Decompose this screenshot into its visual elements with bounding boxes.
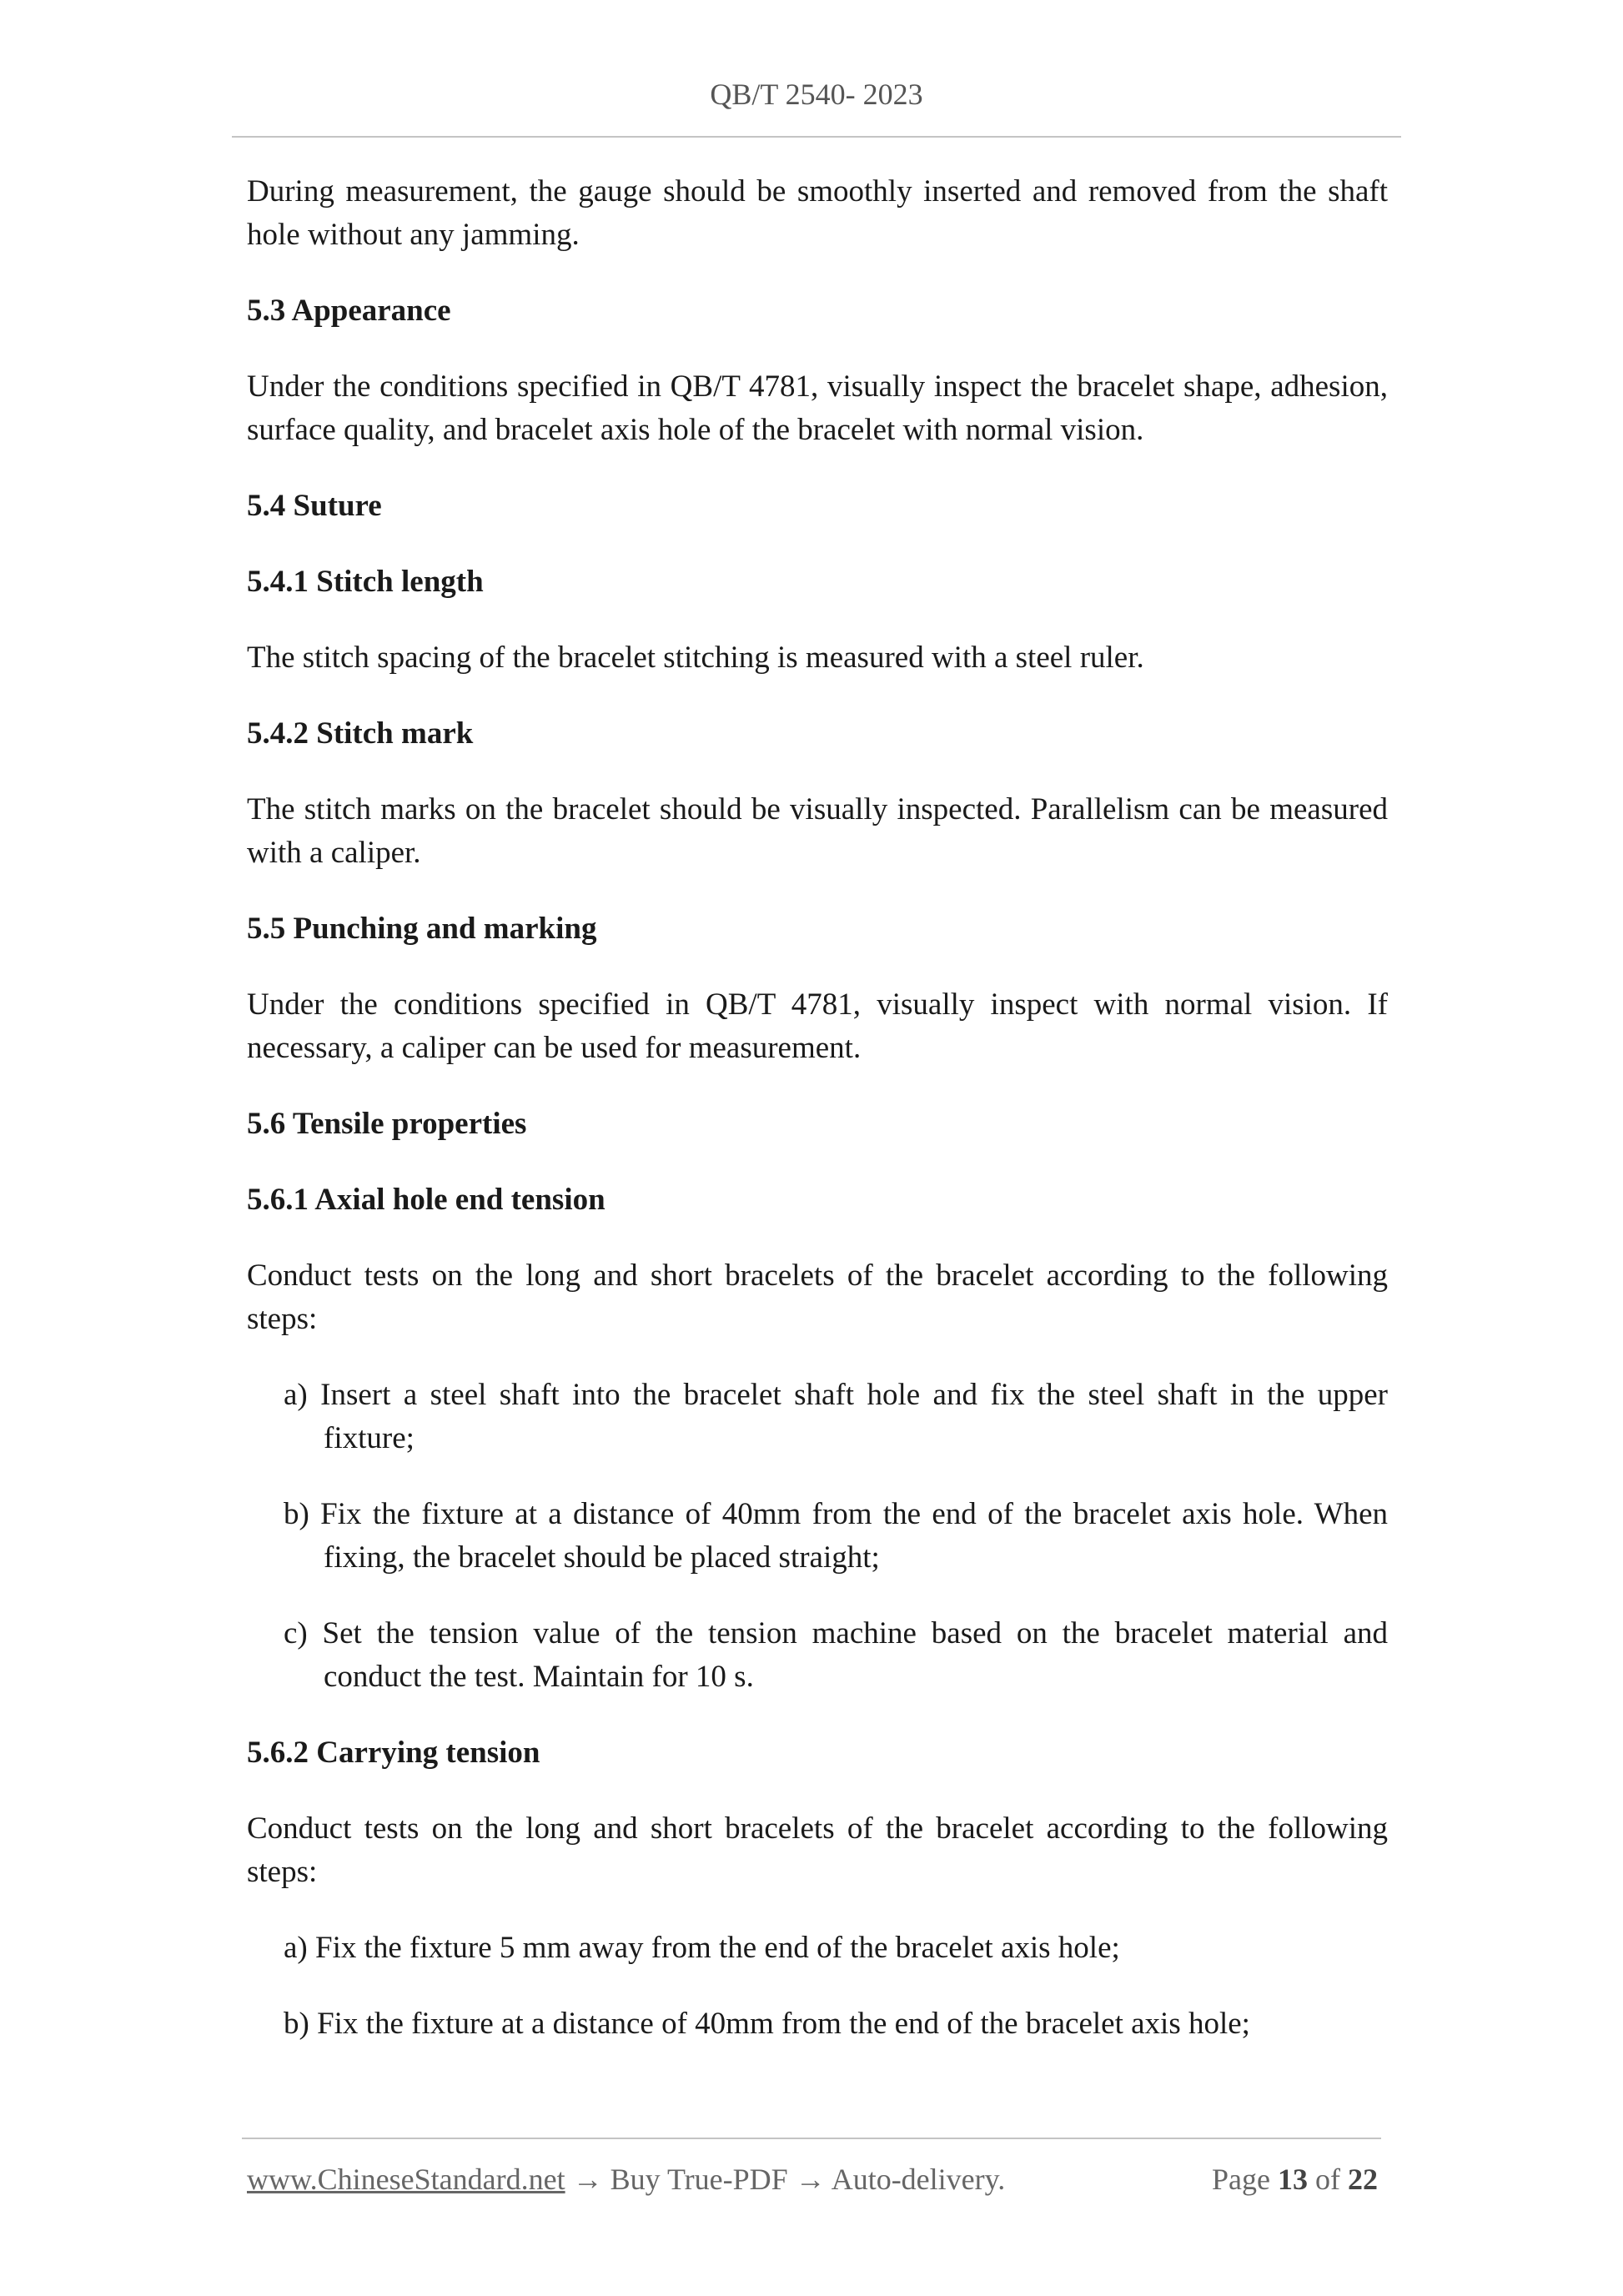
page-total: 22	[1348, 2163, 1378, 2196]
heading-5-6-2: 5.6.2 Carrying tension	[247, 1736, 540, 1770]
heading-5-4-1: 5.4.1 Stitch length	[247, 565, 484, 599]
paragraph-5-6-2: Conduct tests on the long and short bracelets of the bracelet according to the following steps:	[247, 1811, 1388, 1889]
page-footer	[247, 2162, 1378, 2197]
of-label: of	[1315, 2163, 1340, 2196]
paragraph-5-3: Under the conditions specified in QB/T 4781, visually inspect the bracelet shape, adhesion, surface quality, and bracelet axis hole of the bracelet with normal vision.	[247, 369, 1388, 447]
running-header: QB/T 2540- 2023	[710, 78, 923, 111]
paragraph-5-5: Under the conditions specified in QB/T 4781, visually inspect with normal vision. If necessary, a caliper can be used for measurement.	[247, 987, 1388, 1065]
heading-5-3: 5.3 Appearance	[247, 294, 451, 328]
list-item-5-6-1-b: b) Fix the fixture at a distance of 40mm from the end of the bracelet axis hole. When fixing, the bracelet should be placed straight;	[284, 1497, 1388, 1575]
list-item-5-6-2-a: a) Fix the fixture 5 mm away from the end of the bracelet axis hole;	[284, 1931, 1120, 1965]
heading-5-4: 5.4 Suture	[247, 489, 382, 523]
heading-5-6: 5.6 Tensile properties	[247, 1107, 527, 1141]
heading-5-6-1: 5.6.1 Axial hole end tension	[247, 1183, 605, 1217]
paragraph-5-6-1: Conduct tests on the long and short bracelets of the bracelet according to the following steps:	[247, 1259, 1388, 1336]
page-current: 13	[1278, 2163, 1308, 2196]
list-item-5-6-2-b: b) Fix the fixture at a distance of 40mm from the end of the bracelet axis hole;	[284, 2007, 1250, 2041]
footer-rule	[242, 2138, 1381, 2139]
paragraph-5-4-1: The stitch spacing of the bracelet stitching is measured with a steel ruler.	[247, 641, 1144, 675]
heading-5-5: 5.5 Punching and marking	[247, 912, 597, 946]
heading-5-4-2: 5.4.2 Stitch mark	[247, 716, 474, 751]
list-item-5-6-1-a: a) Insert a steel shaft into the bracelet shaft hole and fix the steel shaft in the upper fixture;	[284, 1378, 1388, 1455]
list-item-5-6-1-c: c) Set the tension value of the tension machine based on the bracelet material and conduct the test. Maintain for 10 s.	[284, 1616, 1388, 1694]
page-label: Page	[1212, 2163, 1270, 2196]
footer-tagline: → Buy True-PDF → Auto-delivery.	[565, 2163, 1006, 2196]
header-rule	[232, 136, 1401, 138]
footer-promo	[247, 2162, 1005, 2197]
website-link[interactable]: www.ChineseStandard.net	[247, 2163, 565, 2196]
page-indicator	[1212, 2162, 1378, 2197]
page-body	[247, 170, 1388, 2078]
paragraph-5-4-2: The stitch marks on the bracelet should be visually inspected. Parallelism can be measured with a caliper.	[247, 792, 1388, 870]
paragraph-gauge-measurement: During measurement, the gauge should be smoothly inserted and removed from the shaft hole without any jamming.	[247, 174, 1388, 252]
